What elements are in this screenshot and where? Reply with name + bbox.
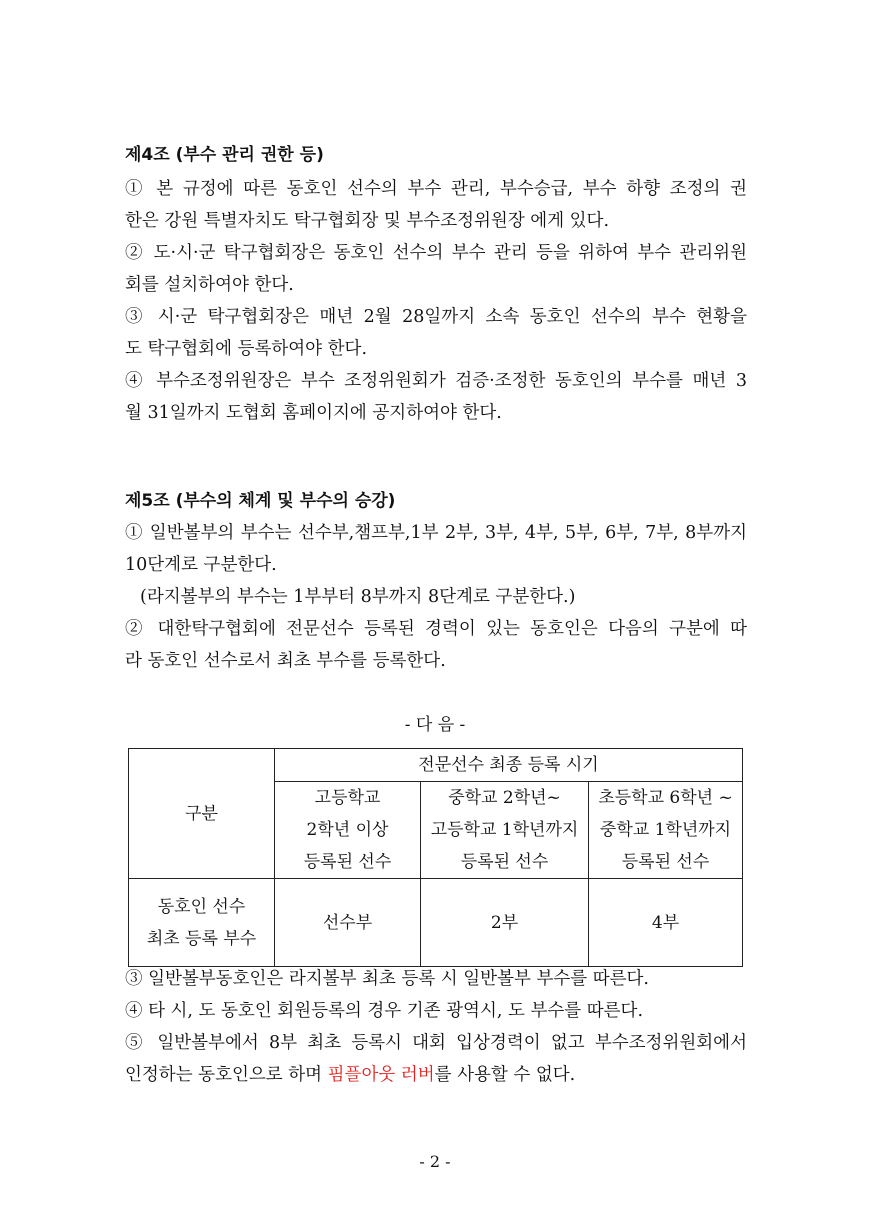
article-5-line-2: 10단계로 구분한다. — [125, 555, 277, 575]
article-4-line-3: ② 도·시·군 탁구협회장은 동호인 선수의 부수 관리 등을 위하여 부수 관리위원 — [125, 243, 747, 263]
page-number: - 2 - — [419, 1152, 451, 1171]
table-row-label: 동호인 선수 최초 등록 부수 — [129, 879, 275, 967]
article-5-after-line-1: ③ 일반볼부동호인은 라지볼부 최초 등록 시 일반볼부 부수를 따른다. — [125, 969, 649, 989]
table-cell: 2부 — [421, 879, 589, 967]
table-group-header: 전문선수 최종 등록 시기 — [275, 749, 743, 782]
last-line-before: 인정하는 동호인으로 하며 — [125, 1065, 328, 1085]
article-5-line-4: ② 대한탁구협회에 전문선수 등록된 경력이 있는 동호인은 다음의 구분에 따 — [125, 619, 747, 639]
daum-label: - 다 음 - — [404, 715, 466, 735]
article-4-line-4: 회를 설치하여야 한다. — [125, 275, 294, 295]
article-4-title: 제4조 (부수 관리 권한 등) — [125, 145, 324, 165]
article-5-line-3: (라지볼부의 부수는 1부부터 8부까지 8단계로 구분한다.) — [140, 587, 576, 607]
table-cell: 선수부 — [275, 879, 421, 967]
article-5-title: 제5조 (부수의 체계 및 부수의 승강) — [125, 491, 396, 511]
article-5-after-line-3: ⑤ 일반볼부에서 8부 최초 등록시 대회 입상경력이 없고 부수조정위원회에서 — [125, 1033, 747, 1053]
registration-table — [128, 748, 743, 967]
article-4-line-7: ④ 부수조정위원장은 부수 조정위원회가 검증·조정한 동호인의 부수를 매년 3 — [125, 371, 747, 391]
article-5-after-line-2: ④ 타 시, 도 동호인 회원등록의 경우 기존 광역시, 도 부수를 따른다. — [125, 1001, 644, 1021]
article-4-line-5: ③ 시·군 탁구협회장은 매년 2월 28일까지 소속 동호인 선수의 부수 현황을 — [125, 307, 747, 327]
last-line-after: 를 사용할 수 없다. — [434, 1065, 576, 1085]
article-4-line-8: 월 31일까지 도협회 홈페이지에 공지하여야 한다. — [125, 403, 502, 423]
table-corner-cell: 구분 — [129, 749, 275, 879]
article-5-line-1: ① 일반볼부의 부수는 선수부,챔프부,1부 2부, 3부, 4부, 5부, 6부, 7부, 8부까지 — [125, 523, 747, 543]
table-cell: 4부 — [589, 879, 743, 967]
article-4-line-2: 한은 강원 특별자치도 탁구협회장 및 부수조정위원장 에게 있다. — [125, 211, 610, 231]
table-column-header: 고등학교 2학년 이상 등록된 선수 — [275, 782, 421, 879]
article-5-last-line — [125, 1064, 747, 1086]
article-4-line-6: 도 탁구협회에 등록하여야 한다. — [125, 339, 368, 359]
highlighted-rubber-text: 핌플아웃 러버 — [327, 1065, 435, 1085]
table-column-header: 초등학교 6학년 ~ 중학교 1학년까지 등록된 선수 — [589, 782, 743, 879]
table-column-header: 중학교 2학년~ 고등학교 1학년까지 등록된 선수 — [421, 782, 589, 879]
article-4-line-1: ① 본 규정에 따른 동호인 선수의 부수 관리, 부수승급, 부수 하향 조정의 권 — [125, 179, 747, 199]
article-5-line-5: 라 동호인 선수로서 최초 부수를 등록한다. — [125, 651, 446, 671]
